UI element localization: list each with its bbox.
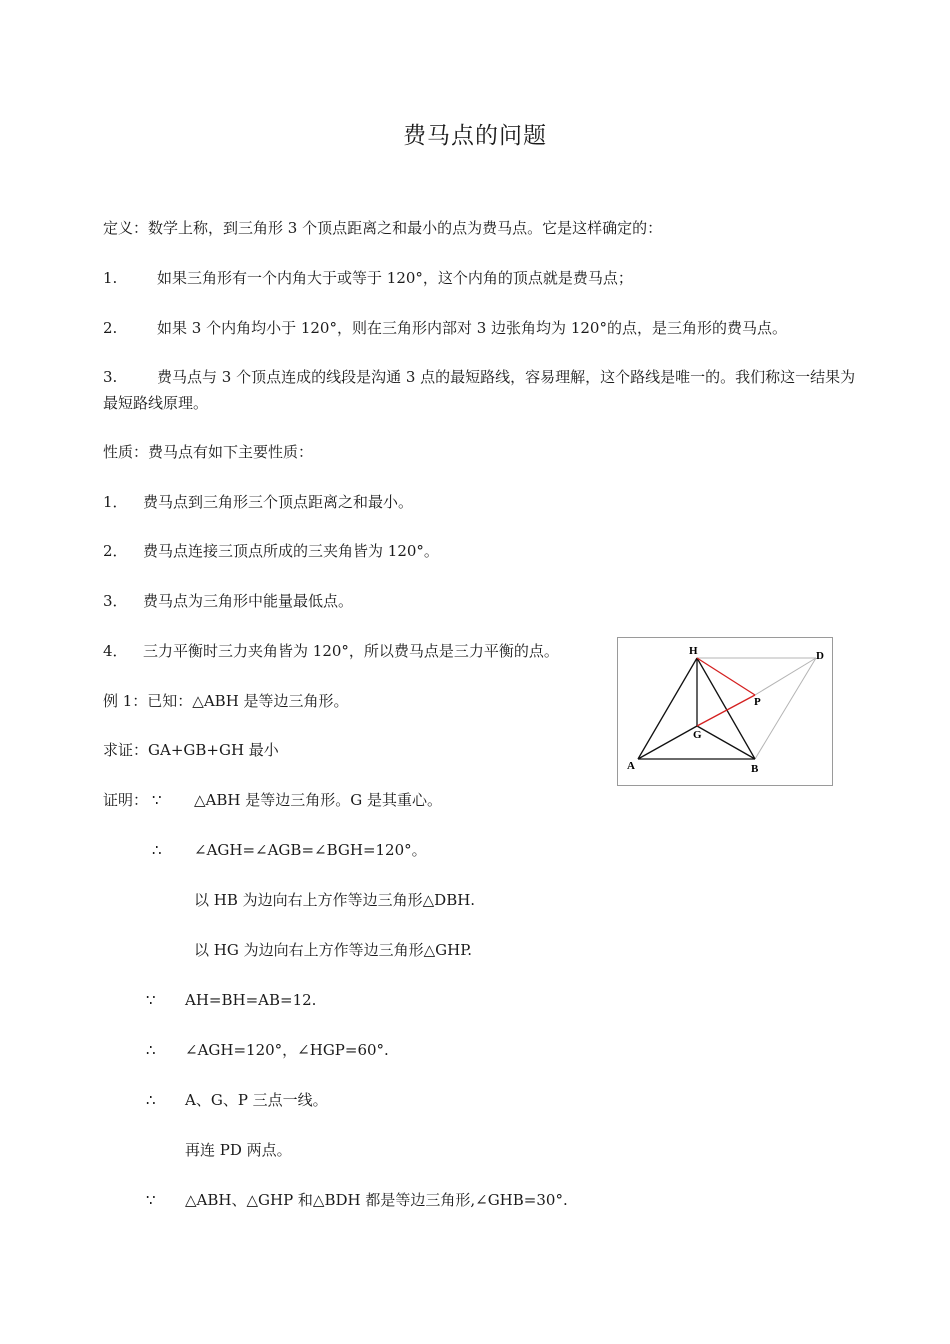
segment-hp	[697, 658, 755, 695]
label-h: H	[689, 645, 698, 657]
proof-step-7-symbol: ∴	[146, 1091, 156, 1109]
proof-step-9-symbol: ∵	[146, 1191, 156, 1209]
definition-item-3-number: 3.	[103, 368, 118, 386]
definition-item-2-text: 如果 3 个内角均小于 120°，则在三角形内部对 3 边张角均为 120°的点，是三角形的费马点。	[157, 319, 787, 337]
property-item-1-text: 费马点到三角形三个顶点距离之和最小。	[143, 493, 414, 511]
definition-item-3-text: 费马点与 3 个顶点连成的线段是沟通 3 点的最短路线，容易理解，这个路线是唯一的。我们称这一结果为最短路线原理。	[103, 368, 856, 412]
definition-intro: 定义：数学上称，到三角形 3 个顶点距离之和最小的点为费马点。它是这样确定的：	[103, 219, 663, 237]
proof-step-1-text: △ABH 是等边三角形。G 是其重心。	[194, 791, 442, 809]
proof-step-1-symbol: ∵	[152, 791, 162, 809]
label-p: P	[754, 696, 761, 708]
label-g: G	[693, 729, 702, 741]
label-a: A	[627, 760, 635, 772]
property-item-2-text: 费马点连接三顶点所成的三夹角皆为 120°。	[143, 542, 439, 560]
proof-step-2-text: ∠AGH=∠AGB=∠BGH=120°。	[194, 841, 427, 859]
property-item-1-number: 1．	[103, 493, 128, 511]
property-item-3-number: 3．	[103, 592, 128, 610]
property-item-3-text: 费马点为三角形中能量最低点。	[143, 592, 354, 610]
proof-step-3-text: 以 HB 为边向右上方作等边三角形△DBH.	[194, 891, 476, 909]
definition-item-2-number: 2.	[103, 319, 118, 337]
proof-step-8-text: 再连 PD 两点。	[185, 1141, 292, 1159]
segment-hb	[697, 658, 755, 759]
segment-gp	[697, 695, 755, 726]
segment-gb	[697, 726, 755, 759]
property-item-4-text: 三力平衡时三力夹角皆为 120°，所以费马点是三力平衡的点。	[143, 642, 559, 660]
properties-intro: 性质：费马点有如下主要性质：	[103, 443, 314, 461]
property-item-4-number: 4．	[103, 642, 128, 660]
definition-item-1-number: 1.	[103, 269, 118, 287]
proof-step-6-text: ∠AGH=120°，∠HGP=60°.	[185, 1041, 389, 1059]
label-d: D	[816, 650, 824, 662]
example-given: 例 1：已知：△ABH 是等边三角形。	[103, 692, 349, 710]
geometry-figure	[617, 637, 833, 786]
proof-step-5-text: AH=BH=AB=12.	[185, 991, 317, 1009]
page-title: 费马点的问题	[403, 123, 547, 149]
label-b: B	[751, 763, 759, 775]
proof-step-2-symbol: ∴	[152, 841, 162, 859]
segment-db	[755, 658, 816, 759]
property-item-2-number: 2．	[103, 542, 128, 560]
example-prove: 求证：GA+GB+GH 最小	[103, 741, 279, 759]
proof-label: 证明：	[103, 791, 149, 809]
proof-step-4-text: 以 HG 为边向右上方作等边三角形△GHP.	[194, 941, 473, 959]
proof-step-9-text: △ABH、△GHP 和△BDH 都是等边三角形,∠GHB=30°.	[185, 1191, 568, 1209]
definition-item-1-text: 如果三角形有一个内角大于或等于 120°，这个内角的顶点就是费马点；	[157, 269, 633, 287]
proof-step-6-symbol: ∴	[146, 1041, 156, 1059]
segment-ga	[638, 726, 697, 759]
proof-step-5-symbol: ∵	[146, 991, 156, 1009]
segment-pd	[755, 658, 816, 695]
geometry-diagram	[618, 638, 832, 785]
segment-ah	[638, 658, 697, 759]
proof-step-7-text: A、G、P 三点一线。	[185, 1091, 328, 1109]
